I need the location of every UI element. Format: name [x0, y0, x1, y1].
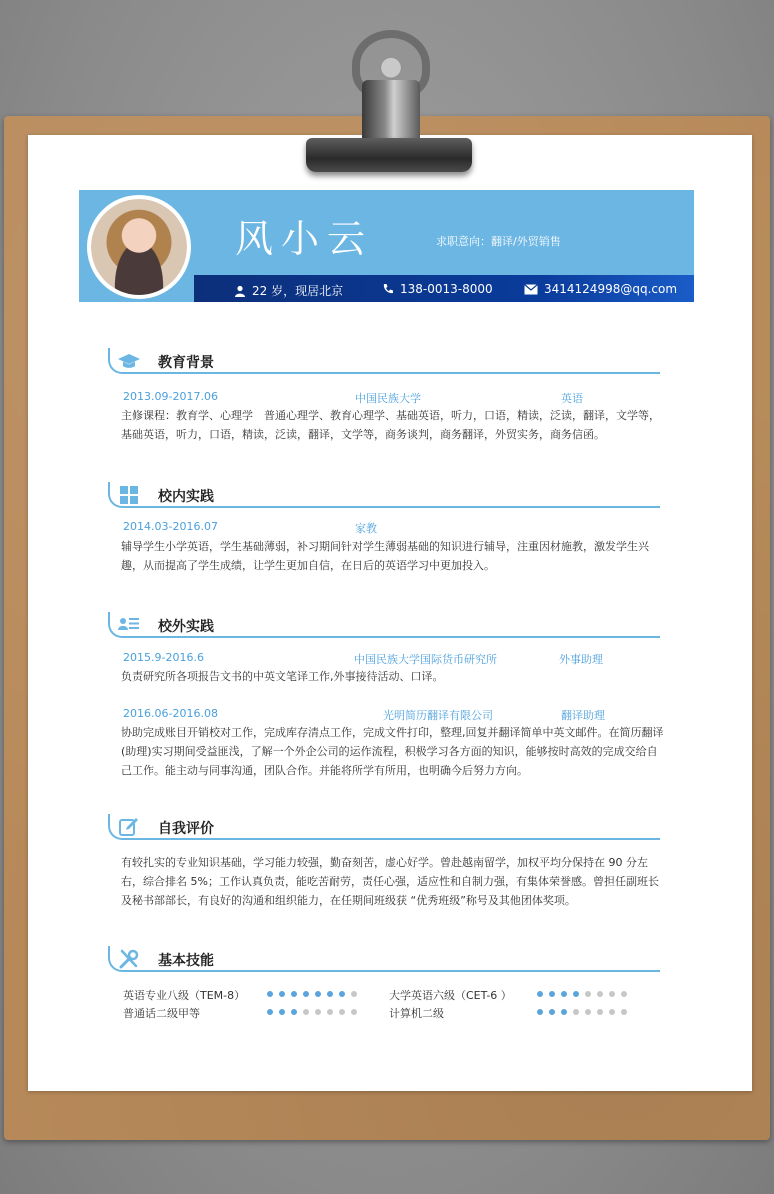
- skill-dot: [585, 1009, 591, 1015]
- skill-dot: [339, 991, 345, 997]
- education-school: 中国民族大学: [355, 392, 421, 405]
- skill-level-1: [537, 991, 627, 997]
- id-card-icon: [118, 615, 140, 635]
- email: 3414124998@qq.com: [544, 282, 678, 296]
- skill-dot: [351, 991, 357, 997]
- outside-org-1: 中国民族大学国际货币研究所: [354, 653, 497, 666]
- skill-dot: [621, 1009, 627, 1015]
- campus-date: 2014.03-2016.07: [123, 520, 218, 533]
- skill-dot: [597, 991, 603, 997]
- campus-meta: [123, 520, 663, 536]
- skill-dot: [315, 991, 321, 997]
- skill-dot: [609, 991, 615, 997]
- person-icon: [234, 285, 246, 297]
- skill-label: 计算机二级: [389, 1007, 444, 1020]
- skill-dot: [327, 991, 333, 997]
- skill-label: 普通话二级甲等: [123, 1007, 200, 1020]
- campus-role: 家教: [355, 522, 377, 535]
- skill-dot: [597, 1009, 603, 1015]
- section-title: 校内实践: [158, 489, 214, 505]
- skill-dot: [609, 1009, 615, 1015]
- outside-meta-2: [123, 707, 663, 723]
- clip-stem: [362, 80, 420, 146]
- skill-dot: [267, 991, 273, 997]
- skill-dot: [573, 991, 579, 997]
- skill-dot: [279, 991, 285, 997]
- section-outside-header: [108, 612, 660, 640]
- skill-dot: [291, 1009, 297, 1015]
- skill-dot: [303, 991, 309, 997]
- skill-dot: [315, 1009, 321, 1015]
- avatar: [87, 195, 191, 299]
- skill-label: 英语专业八级（TEM-8）: [123, 989, 246, 1002]
- skill-dot: [537, 991, 543, 997]
- skill-dot: [585, 991, 591, 997]
- phone-item: [382, 282, 493, 296]
- skill-dot: [561, 991, 567, 997]
- education-major: 英语: [561, 392, 583, 405]
- skill-dot: [549, 991, 555, 997]
- graduation-cap-icon: [118, 351, 140, 371]
- outside-date-2: 2016.06-2016.08: [123, 707, 218, 720]
- skill-dot: [561, 1009, 567, 1015]
- tools-icon: [118, 949, 140, 969]
- skill-dot: [303, 1009, 309, 1015]
- section-self-header: [108, 814, 660, 842]
- mail-icon: [524, 284, 538, 295]
- education-text: 主修课程：教育学、心理学 普通心理学、教育心理学、基础英语，听力，口语，精读，泛读，翻译，文学等，基础英语，听力，口语，精读，泛读，翻译，文学等，商务谈判，商务翻译，外贸实务，商务信函。: [121, 409, 660, 441]
- section-education-header: [108, 348, 660, 376]
- outside-role-2: 翻译助理: [561, 709, 605, 722]
- section-title: 校外实践: [158, 619, 214, 635]
- skill-dot: [573, 1009, 579, 1015]
- skill-dot: [351, 1009, 357, 1015]
- skill-dot: [549, 1009, 555, 1015]
- section-skills-header: [108, 946, 660, 974]
- skill-dot: [537, 1009, 543, 1015]
- email-item: [524, 282, 677, 296]
- skill-dot: [621, 991, 627, 997]
- skill-level-0: [267, 991, 357, 997]
- education-date: 2013.09-2017.06: [123, 390, 218, 403]
- outside-meta-1: [123, 651, 663, 667]
- phone-icon: [382, 283, 394, 295]
- edit-icon: [118, 817, 140, 837]
- skill-level-3: [537, 1009, 627, 1015]
- education-meta: [123, 390, 663, 406]
- phone: 138-0013-8000: [400, 282, 493, 296]
- skill-label: 大学英语六级（CET-6 ）: [389, 989, 512, 1002]
- campus-text: 辅导学生小学英语，学生基础薄弱，补习期间针对学生薄弱基础的知识进行辅导，注重因材施教，激发学生兴趣，从而提高了学生成绩，让学生更加自信，在日后的英语学习中更加投入。: [121, 540, 649, 572]
- clip-base: [306, 138, 472, 172]
- section-campus-header: [108, 482, 660, 510]
- age-city-item: [234, 282, 343, 299]
- skill-dot: [279, 1009, 285, 1015]
- outside-text-1: 负责研究所各项报告文书的中英文笔译工作,外事接待活动、口译。: [121, 670, 444, 683]
- section-title: 基本技能: [158, 953, 214, 969]
- skill-level-2: [267, 1009, 357, 1015]
- outside-role-1: 外事助理: [559, 653, 603, 666]
- skill-dot: [339, 1009, 345, 1015]
- section-title: 自我评价: [158, 821, 214, 837]
- skill-dot: [291, 991, 297, 997]
- outside-org-2: 光明简历翻译有限公司: [383, 709, 493, 722]
- windows-grid-icon: [118, 485, 140, 505]
- skill-dot: [267, 1009, 273, 1015]
- job-intent: 求职意向：翻译/外贸销售: [436, 235, 561, 248]
- outside-text-2: 协助完成账目开销校对工作，完成库存清点工作，完成文件打印，整理,回复并翻译简单中英文邮件。在简历翻译(助理)实习期间受益匪浅，了解一个外企公司的运作流程，积极学习各方面的知识，能够按时高效的完成交给自己工作。能主动与同事沟通，团队合作。并能将所学有所用，也明确今后努力方向。: [121, 726, 664, 777]
- age-city: 22 岁，现居北京: [252, 284, 344, 298]
- skill-dot: [327, 1009, 333, 1015]
- candidate-name: 风小云: [235, 217, 374, 261]
- section-title: 教育背景: [158, 355, 214, 371]
- contact-bar: [194, 275, 694, 302]
- outside-date-1: 2015.9-2016.6: [123, 651, 204, 664]
- self-text: 有较扎实的专业知识基础，学习能力较强，勤奋刻苦，虚心好学。曾赴越南留学，加权平均分保持在 90 分左右，综合排名 5%；工作认真负责，能吃苦耐劳，责任心强，适应性和自制力强，有集体荣誉感。曾担任副班长及秘书部部长，有良好的沟通和组织能力，在任期间班级获 “优秀班级”称号及其他团体奖项。: [121, 856, 659, 907]
